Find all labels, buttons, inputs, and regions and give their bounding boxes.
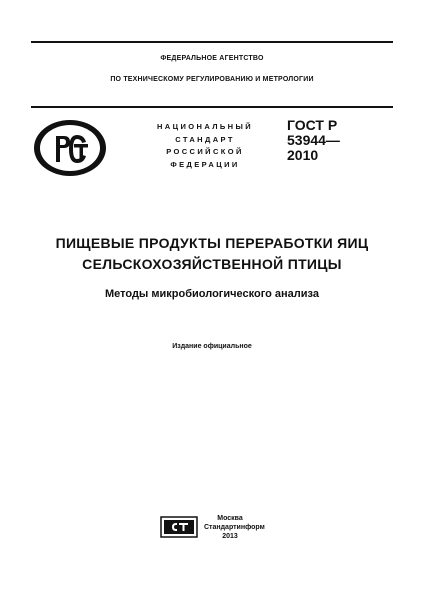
gost-line-3: 2010 xyxy=(287,147,319,163)
standard-line-3: РОССИЙСКОЙ xyxy=(166,147,244,156)
gost-number xyxy=(287,118,340,163)
edition-note: Издание официальное xyxy=(172,343,252,350)
standard-line-2: СТАНДАРТ xyxy=(175,134,235,144)
national-standard-label xyxy=(140,121,270,171)
publisher-city: Москва xyxy=(217,515,243,522)
standard-line-1: НАЦИОНАЛЬНЫЙ xyxy=(156,122,254,131)
publisher-info xyxy=(204,514,265,541)
standartinform-logo-icon xyxy=(160,516,198,538)
gost-line-1: ГОСТ Р xyxy=(287,117,338,133)
document-title xyxy=(0,233,424,275)
title-line-2: СЕЛЬСКОХОЗЯЙСТВЕННОЙ ПТИЦЫ xyxy=(82,256,342,272)
agency-name-line1: ФЕДЕРАЛЬНОЕ АГЕНТСТВО xyxy=(160,55,264,62)
document-subtitle: Методы микробиологического анализа xyxy=(105,288,319,300)
publisher-name: Стандартинформ xyxy=(204,524,265,531)
agency-name-line2: ПО ТЕХНИЧЕСКОМУ РЕГУЛИРОВАНИЮ И МЕТРОЛОГИИ xyxy=(110,76,314,83)
header-bottom-rule xyxy=(31,106,393,108)
gost-line-2: 53944— xyxy=(287,132,340,148)
title-line-1: ПИЩЕВЫЕ ПРОДУКТЫ ПЕРЕРАБОТКИ ЯИЦ xyxy=(55,235,369,251)
top-rule xyxy=(31,41,393,43)
rst-certification-icon xyxy=(32,118,108,178)
standard-line-4: ФЕДЕРАЦИИ xyxy=(170,159,240,169)
publisher-year: 2013 xyxy=(222,533,238,540)
